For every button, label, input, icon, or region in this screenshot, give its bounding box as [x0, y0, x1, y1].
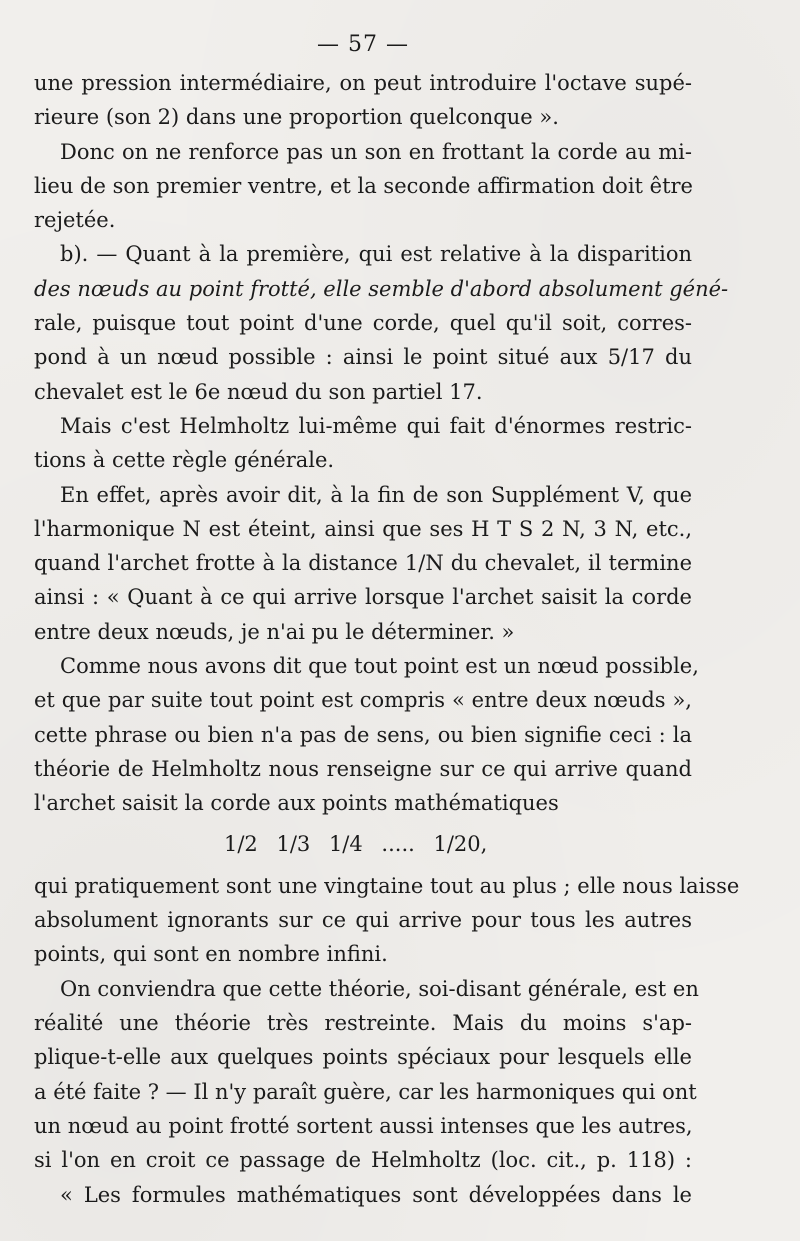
text-line-15: quand l'archet frotte à la distance 1/N du chevalet, il termine: [34, 551, 692, 576]
text-line-13: En effet, après avoir dit, à la fin de son Supplément V, que: [60, 482, 692, 507]
body-text: [34, 66, 740, 1212]
text-line-14: l'harmonique N est éteint, ainsi que ses H T S 2 N, 3 N, etc.,: [34, 516, 692, 541]
fraction-list: 1/2 1/3 1/4 ..... 1/20,: [224, 831, 488, 856]
text-line-1: une pression intermédiaire, on peut introduire l'octave supé-: [34, 71, 692, 95]
text-line-18: Comme nous avons dit que tout point est un nœud possible,: [60, 654, 699, 679]
text-line-4: lieu de son premier ventre, et la seconde affirmation doit être: [34, 173, 693, 198]
text-line-9: pond à un nœud possible : ainsi le point situé aux 5/17 du: [34, 345, 692, 370]
page-number: — 57 —: [317, 32, 409, 57]
text-line-29: plique-t-elle aux quelques points spéciaux pour lesquels elle: [34, 1045, 692, 1070]
text-line-31: un nœud au point frotté sortent aussi intenses que les autres,: [34, 1113, 693, 1138]
text-line-25: absolument ignorants sur ce qui arrive pour tous les autres: [34, 908, 692, 933]
text-line-3: Donc on ne renforce pas un son en frottant la corde au mi-: [60, 139, 692, 164]
text-line-33: « Les formules mathématiques sont développées dans le: [60, 1182, 692, 1207]
text-line-22: l'archet saisit la corde aux points mathématiques: [34, 791, 559, 816]
text-line-10: chevalet est le 6e nœud du son partiel 17.: [34, 379, 483, 404]
text-line-21: théorie de Helmholtz nous renseigne sur ce qui arrive quand: [34, 756, 692, 781]
text-line-2: rieure (son 2) dans une proportion quelconque ».: [34, 105, 559, 130]
text-line-28: réalité une théorie très restreinte. Mais du moins s'ap-: [34, 1011, 692, 1036]
text-line-5: rejetée.: [34, 208, 116, 233]
text-line-6: b). — Quant à la première, qui est relative à la disparition: [60, 242, 692, 267]
text-line-12: tions à cette règle générale.: [34, 448, 335, 473]
text-line-17: entre deux nœuds, je n'ai pu le déterminer. »: [34, 619, 515, 644]
text-line-30: a été faite ? — Il n'y paraît guère, car les harmoniques qui ont: [34, 1079, 697, 1104]
text-line-8: rale, puisque tout point d'une corde, quel qu'il soit, corres-: [34, 311, 692, 336]
text-line-11: Mais c'est Helmholtz lui-même qui fait d'énormes restric-: [60, 413, 692, 438]
text-line-26: points, qui sont en nombre infini.: [34, 942, 388, 967]
text-line-7: des nœuds au point frotté, elle semble d'abord absolument géné-: [34, 276, 729, 301]
text-line-24: qui pratiquement sont une vingtaine tout au plus ; elle nous laisse: [34, 873, 740, 898]
text-line-16: ainsi : « Quant à ce qui arrive lorsque l'archet saisit la corde: [34, 585, 692, 610]
text-line-32: si l'on en croit ce passage de Helmholtz (loc. cit., p. 118) :: [34, 1148, 692, 1173]
text-line-27: On conviendra que cette théorie, soi-disant générale, est en: [60, 976, 699, 1001]
text-line-19: et que par suite tout point est compris « entre deux nœuds »,: [34, 688, 692, 713]
text-line-20: cette phrase ou bien n'a pas de sens, ou bien signifie ceci : la: [34, 722, 692, 747]
